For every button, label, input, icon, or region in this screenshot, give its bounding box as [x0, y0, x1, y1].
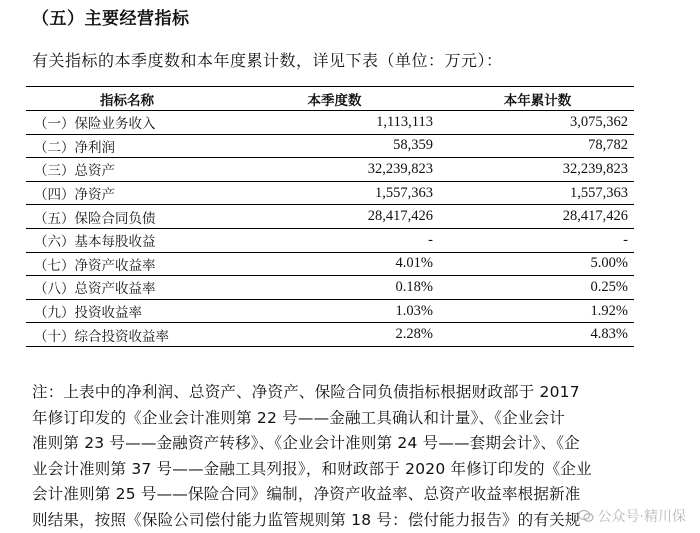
row-name: （九）投资收益率: [26, 299, 228, 323]
row-name: （五）保险合同负债: [26, 205, 228, 229]
row-quarter-value: 58,359: [228, 134, 441, 158]
section-title: （五）主要经营指标: [32, 4, 190, 29]
wechat-icon: [578, 509, 594, 523]
row-quarter-value: 2.28%: [228, 323, 441, 347]
row-quarter-value: 4.01%: [228, 252, 441, 276]
table-header-row: [26, 87, 634, 111]
row-ytd-value: 32,239,823: [441, 158, 634, 182]
table-row: [26, 205, 634, 229]
row-quarter-value: 1.03%: [228, 299, 441, 323]
row-ytd-value: 1.92%: [441, 299, 634, 323]
footnote-line: 年修订印发的《企业会计准则第 22 号——金融工具确认和计量》、《企业会计: [32, 406, 692, 432]
row-name: （二）净利润: [26, 134, 228, 158]
watermark: [578, 506, 686, 526]
intro-text: 有关指标的本季度数和本年度累计数，详见下表（单位：万元）：: [32, 48, 503, 71]
row-name: （四）净资产: [26, 181, 228, 205]
row-name: （七）净资产收益率: [26, 252, 228, 276]
footnote-line: 业会计准则第 37 号——金融工具列报》，和财政部于 2020 年修订印发的《企业: [32, 457, 692, 483]
table-row: [26, 252, 634, 276]
row-name: （一）保险业务收入: [26, 111, 228, 135]
row-ytd-value: 5.00%: [441, 252, 634, 276]
row-ytd-value: 1,557,363: [441, 181, 634, 205]
watermark-text: 公众号·精川保: [598, 506, 686, 526]
row-quarter-value: 28,417,426: [228, 205, 441, 229]
table-row: [26, 134, 634, 158]
table-row: [26, 299, 634, 323]
footnote-line: 注：上表中的净利润、总资产、净资产、保险合同负债指标根据财政部于 2017: [32, 380, 692, 406]
metrics-table: [26, 86, 634, 347]
row-name: （十）综合投资收益率: [26, 323, 228, 347]
row-ytd-value: 4.83%: [441, 323, 634, 347]
footnote-line: 准则第 23 号——金融资产转移》、《企业会计准则第 24 号——套期会计》、《企: [32, 431, 692, 457]
footnote-line: 会计准则第 25 号——保险合同》编制，净资产收益率、总资产收益率根据新准: [32, 482, 692, 508]
table-row: [26, 181, 634, 205]
header-quarter: 本季度数: [228, 87, 441, 111]
row-quarter-value: 1,557,363: [228, 181, 441, 205]
table-row: [26, 228, 634, 252]
row-name: （六）基本每股收益: [26, 228, 228, 252]
table-row: [26, 276, 634, 300]
row-ytd-value: 78,782: [441, 134, 634, 158]
row-ytd-value: 3,075,362: [441, 111, 634, 135]
row-quarter-value: 0.18%: [228, 276, 441, 300]
row-name: （三）总资产: [26, 158, 228, 182]
row-quarter-value: -: [228, 228, 441, 252]
table-row: [26, 111, 634, 135]
row-ytd-value: 28,417,426: [441, 205, 634, 229]
row-ytd-value: -: [441, 228, 634, 252]
footnote-line: 则结果，按照《保险公司偿付能力监管规则第 18 号：偿付能力报告》的有关规: [32, 508, 692, 533]
header-indicator-name: 指标名称: [26, 87, 228, 111]
row-ytd-value: 0.25%: [441, 276, 634, 300]
table-row: [26, 323, 634, 347]
header-ytd: 本年累计数: [441, 87, 634, 111]
table-row: [26, 158, 634, 182]
row-quarter-value: 1,113,113: [228, 111, 441, 135]
row-quarter-value: 32,239,823: [228, 158, 441, 182]
row-name: （八）总资产收益率: [26, 276, 228, 300]
